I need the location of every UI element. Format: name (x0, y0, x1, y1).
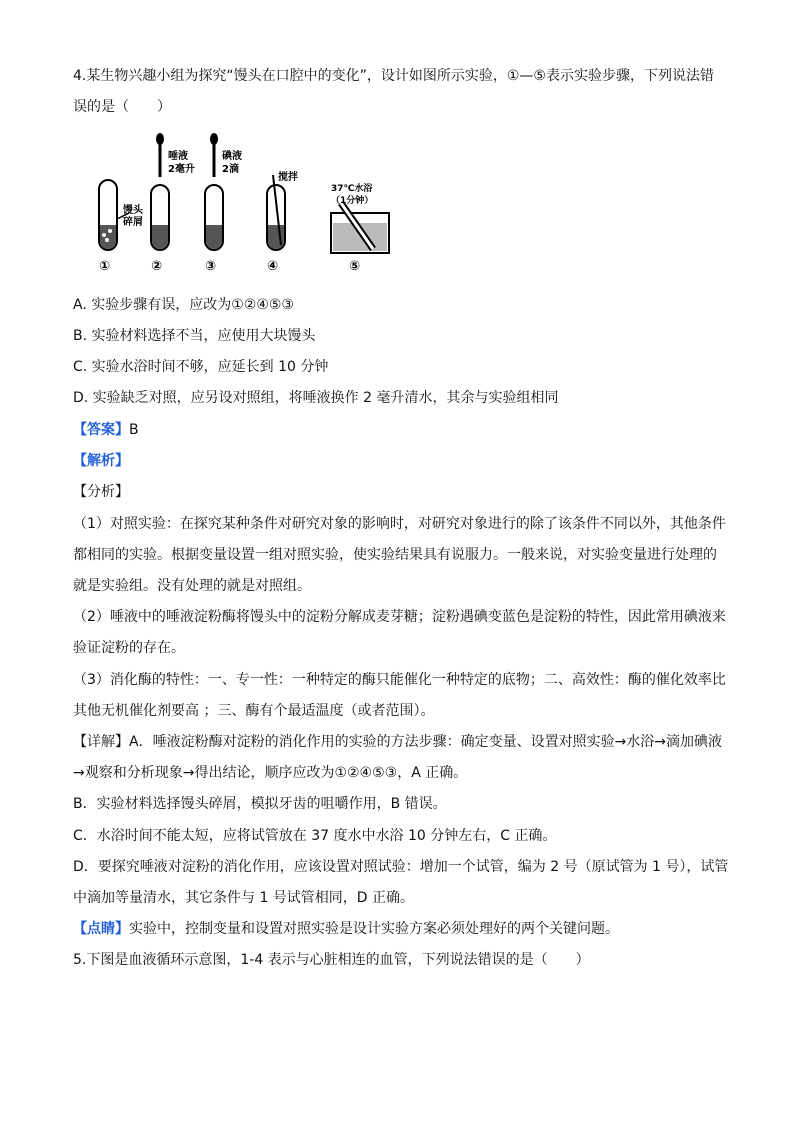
step-2: ② (151, 259, 163, 274)
tube-1 (99, 180, 144, 250)
label-mantou-1: 馒头 (123, 205, 143, 216)
q4-stem-line-1: 4.某生物兴趣小组为探究“馒头在口腔中的变化”，设计如图所示实验，①—⑤表示实验步骤，下列说法错 (73, 68, 714, 84)
answer-tag: 【答案】 (73, 422, 129, 438)
label-mantou-2: 碎屑 (123, 217, 143, 228)
fenxi-heading: 【分析】 (73, 484, 129, 500)
option-b: B. 实验材料选择不当，应使用大块馒头 (73, 328, 316, 344)
label-saliva-2: 2毫升 (168, 164, 195, 175)
p3-line-1: （3）消化酶的特性：一、专一性：一种特定的酶只能催化一种特定的底物；二、高效性：酶的催化效率比 (73, 672, 726, 688)
option-d: D. 实验缺乏对照，应另设对照组，将唾液换作 2 毫升清水，其余与实验组相同 (73, 390, 559, 406)
detail-tag: 【详解】 (73, 734, 129, 750)
tip-line (73, 919, 723, 939)
label-stir: 搅拌 (278, 172, 298, 183)
detail-c: C．水浴时间不能太短，应将试管放在 37 度水中水浴 10 分钟左右，C 正确。 (73, 828, 557, 844)
step-1: ① (99, 259, 111, 274)
question-5-stem: 5.下图是血液循环示意图，1-4 表示与心脏相连的血管，下列说法错误的是（ ） (73, 952, 590, 968)
tube-3 (205, 133, 242, 250)
tube-4 (267, 170, 298, 250)
detail-a-line-2: →观察和分析现象→得出结论，顺序应改为①②④⑤③，A 正确。 (73, 765, 468, 781)
answer-value: B (129, 422, 139, 438)
detail-b: B．实验材料选择馒头碎屑，模拟牙齿的咀嚼作用，B 错误。 (73, 796, 447, 812)
q4-stem-line-2: 误的是（ ） (73, 99, 171, 115)
label-iodine-1: 碘液 (222, 151, 242, 162)
experiment-figure (93, 125, 401, 285)
option-c: C. 实验水浴时间不够，应延长到 10 分钟 (73, 359, 329, 375)
step-5: ⑤ (349, 259, 361, 274)
analysis-tag: 【解析】 (73, 453, 129, 469)
p1-line-2: 都相同的实验。根据变量设置一组对照实验，使实验结果具有说服力。一般来说，对实验变量进行处理的 (73, 547, 717, 563)
tip-text: 实验中，控制变量和设置对照实验是设计实验方案必须处理好的两个关键问题。 (129, 921, 619, 937)
p3-line-2: 其他无机催化剂要高 ；三、酶有个最适温度（或者范围）。 (73, 703, 435, 719)
step-4: ④ (267, 259, 279, 274)
analysis-heading (73, 451, 723, 471)
detail-a-line-1 (73, 732, 723, 752)
tube-2 (151, 133, 195, 250)
label-bath-2: （1分钟） (331, 196, 374, 206)
step-3: ③ (205, 259, 217, 274)
p1-line-3: 就是实验组。没有处理的就是对照组。 (73, 578, 311, 594)
label-bath-1: 37℃水浴 (331, 184, 373, 194)
detail-d-line-2: 中滴加等量清水，其它条件与 1 号试管相同，D 正确。 (73, 890, 415, 906)
detail-d-line-1: D．要探究唾液对淀粉的消化作用，应该设置对照试验：增加一个试管，编为 2 号（原试管为 1 号），试管 (73, 859, 729, 875)
tip-tag: 【点睛】 (73, 921, 129, 937)
label-saliva-1: 唾液 (168, 151, 188, 162)
water-bath (331, 182, 389, 253)
detail-a-text: A．唾液淀粉酶对淀粉的消化作用的实验的方法步骤：确定变量、设置对照实验→水浴→滴加碘液 (129, 734, 723, 750)
label-iodine-2: 2滴 (222, 164, 239, 175)
p1-line-1: （1）对照实验：在探究某种条件对研究对象的影响时，对研究对象进行的除了该条件不同以外，其他条件 (73, 516, 726, 532)
p2-line-1: （2）唾液中的唾液淀粉酶将馒头中的淀粉分解成麦芽糖；淀粉遇碘变蓝色是淀粉的特性，因此常用碘液来 (73, 609, 726, 625)
option-a: A. 实验步骤有误，应改为①②④⑤③ (73, 297, 294, 313)
step-numbers (99, 259, 360, 274)
p2-line-2: 验证淀粉的存在。 (73, 640, 185, 656)
answer-line (73, 420, 723, 440)
